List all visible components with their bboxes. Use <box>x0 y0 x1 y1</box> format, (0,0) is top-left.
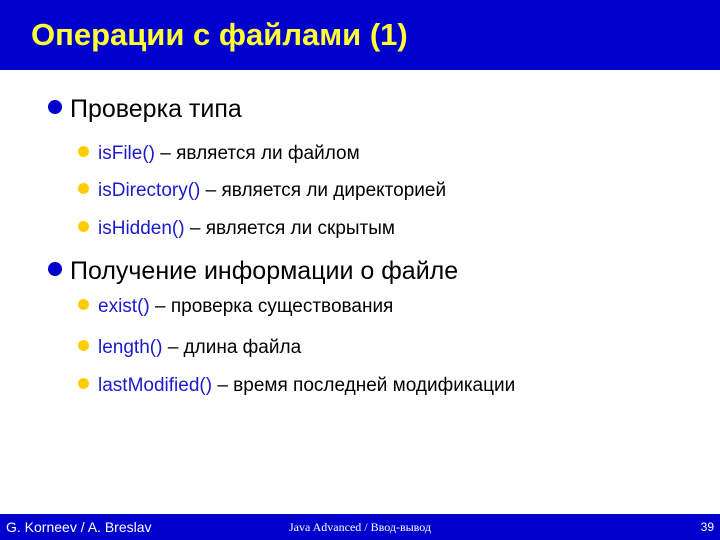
method-description: – время последней модификации <box>212 375 516 396</box>
method-name: isFile() <box>98 143 155 164</box>
list-item <box>78 374 515 398</box>
slide-title: Операции с файлами (1) <box>31 17 408 52</box>
page-number: 39 <box>700 520 714 534</box>
footer-authors: G. Korneev / A. Breslav <box>6 519 152 535</box>
method-description: – является ли директорией <box>200 180 447 201</box>
bullet-section-type-check <box>48 94 242 124</box>
method-description: – является ли файлом <box>155 143 360 164</box>
sub-bullet-dot-icon <box>78 183 89 194</box>
bullet-section-file-info <box>48 256 458 286</box>
sub-bullet-dot-icon <box>78 146 89 157</box>
list-item <box>78 217 395 241</box>
sub-bullet-dot-icon <box>78 299 89 310</box>
bullet-dot-icon <box>48 100 62 114</box>
sub-bullet-dot-icon <box>78 378 89 389</box>
method-name: lastModified() <box>98 375 213 396</box>
list-item <box>78 179 446 203</box>
method-description: – длина файла <box>162 337 302 358</box>
method-name: length() <box>98 337 163 358</box>
footer-course: Java Advanced / Ввод-вывод <box>288 520 432 534</box>
method-description: – проверка существования <box>149 296 394 317</box>
list-item <box>78 295 393 319</box>
list-item <box>78 336 301 360</box>
section-heading: Получение информации о файле <box>70 257 459 285</box>
method-description: – является ли скрытым <box>184 218 395 239</box>
list-item <box>78 142 360 166</box>
section-heading: Проверка типа <box>70 95 242 123</box>
sub-bullet-dot-icon <box>78 340 89 351</box>
method-name: isDirectory() <box>98 180 201 201</box>
method-name: exist() <box>98 296 150 317</box>
bullet-dot-icon <box>48 262 62 276</box>
sub-bullet-dot-icon <box>78 221 89 232</box>
slide-footer <box>0 514 720 540</box>
method-name: isHidden() <box>98 218 185 239</box>
